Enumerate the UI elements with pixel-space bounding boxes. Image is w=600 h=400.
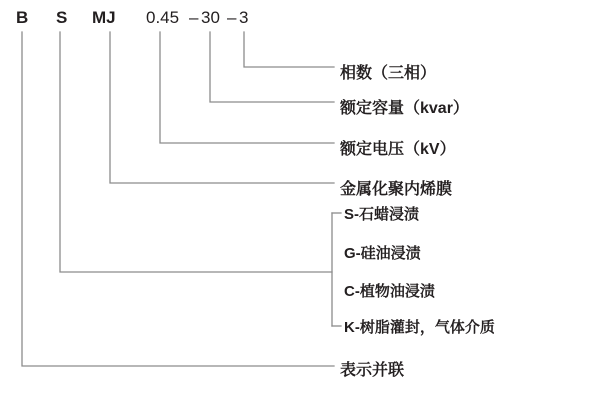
callout-rated-capacity: 额定容量（kvar）: [340, 100, 469, 117]
code-part-mj: MJ: [92, 8, 116, 27]
code-separator-1: –: [189, 8, 199, 27]
code-part-phase: 3: [239, 8, 249, 27]
code-part-voltage: 0.45: [146, 8, 180, 27]
callout-impregnation-k: K-树脂灌封，气体介质: [344, 319, 495, 336]
callout-rated-voltage: 额定电压（kV）: [340, 141, 456, 158]
line-phase: [244, 32, 334, 67]
code-separator-2: –: [227, 8, 237, 27]
line-voltage: [160, 32, 334, 143]
callout-metallized-film: 金属化聚内烯膜: [340, 181, 453, 198]
callout-impregnation-g: G-硅油浸渍: [344, 245, 421, 262]
callout-parallel-mark: 表示并联: [340, 362, 405, 379]
code-part-b: B: [16, 8, 29, 27]
callout-impregnation-s: S-石蜡浸渍: [344, 206, 420, 223]
callout-impregnation-c: C-植物油浸渍: [344, 283, 435, 300]
code-part-capacity: 30: [201, 8, 220, 27]
line-mj-film: [110, 32, 334, 183]
code-part-s: S: [56, 8, 68, 27]
line-s-impregnation: [60, 32, 332, 272]
callout-phase-count: 相数（三相）: [340, 65, 437, 82]
line-b-parallel: [22, 32, 334, 366]
